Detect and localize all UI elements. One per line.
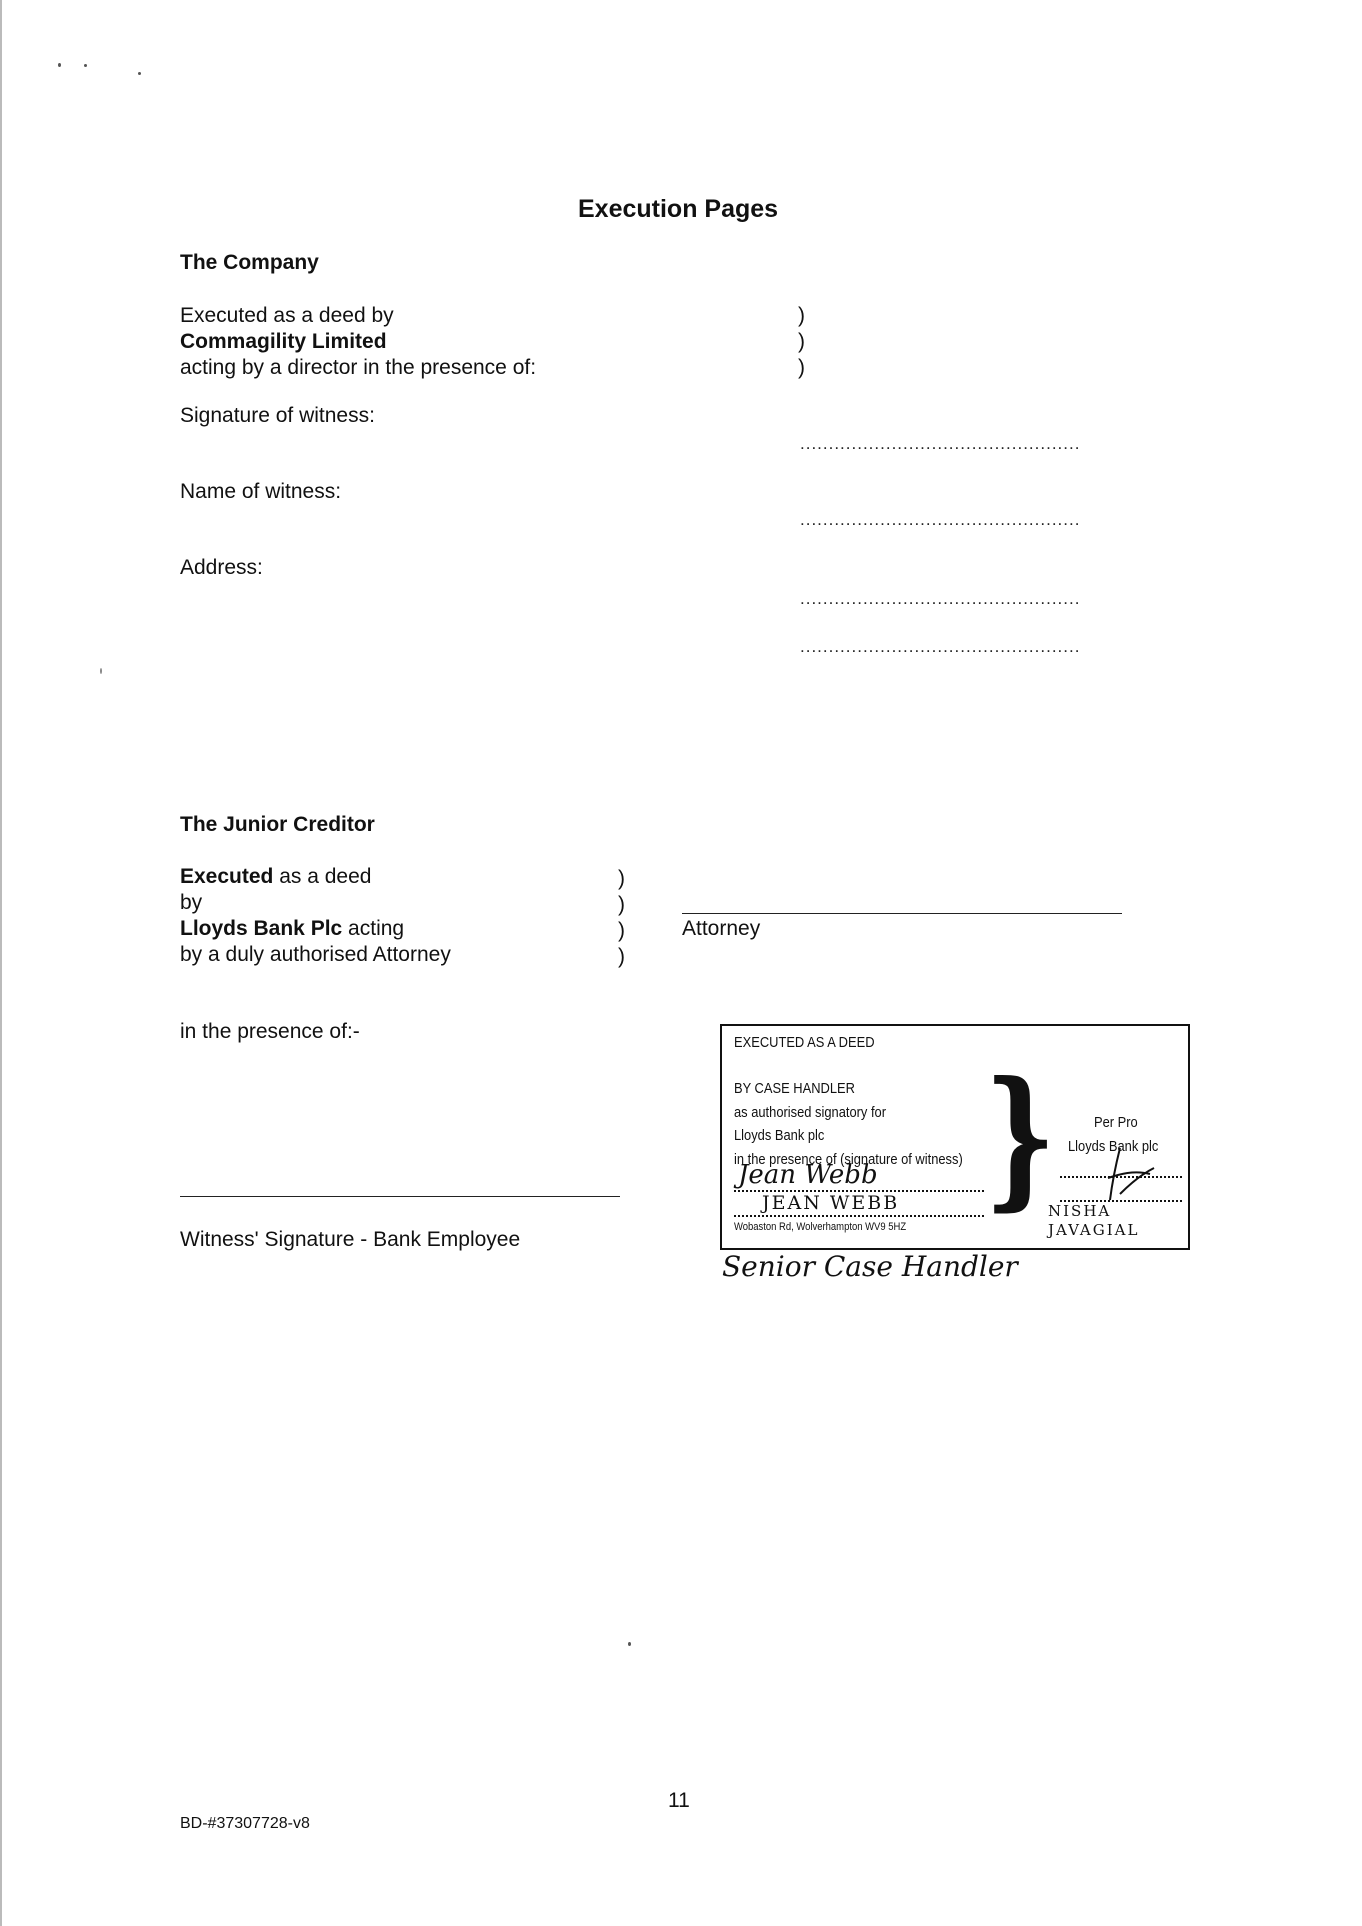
paren: ): [618, 919, 625, 942]
stamp-line-bank: Lloyds Bank plc: [734, 1127, 825, 1144]
witness-signature-label: Witness' Signature - Bank Employee: [180, 1228, 521, 1251]
witness-signature-line: [180, 1196, 620, 1197]
page-number: 11: [668, 1789, 690, 1812]
stamp-dotted-line-3: [1060, 1176, 1182, 1178]
scan-speck: [58, 63, 61, 67]
scan-left-edge: [0, 0, 2, 1926]
paren: ): [618, 867, 625, 890]
witness-printed-name: JEAN WEBB: [762, 1192, 900, 1214]
scan-speck: [84, 64, 87, 67]
company-line-acting: acting by a director in the presence of:: [180, 356, 537, 379]
address-label: Address:: [180, 556, 263, 579]
paren: ): [798, 356, 805, 379]
scan-speck: [100, 668, 102, 674]
stamp-line-signatory: as authorised signatory for: [734, 1104, 887, 1121]
address-dotted-line-2: .................................................: [800, 637, 1081, 656]
attorney-label: Attorney: [682, 917, 761, 940]
handwritten-title: Senior Case Handler: [722, 1250, 1018, 1283]
attorney-signature-line: [682, 913, 1122, 914]
scan-speck: [628, 1642, 631, 1646]
signature-dotted-line: .................................................: [800, 434, 1081, 453]
company-line-executed: Executed as a deed by: [180, 304, 394, 327]
name-of-witness-label: Name of witness:: [180, 480, 342, 503]
page-title: Execution Pages: [578, 195, 779, 223]
scan-speck: [138, 72, 141, 75]
document-reference: BD-#37307728-v8: [180, 1815, 310, 1832]
signatory-name-line-2: JAVAGIAL: [1048, 1221, 1140, 1239]
signatory-name-line-1: NISHA: [1048, 1202, 1112, 1220]
paren: ): [618, 945, 625, 968]
creditor-line-by: by: [180, 891, 203, 914]
creditor-line-bank: [180, 916, 451, 942]
executed-rest: as a deed: [273, 865, 372, 888]
stamp-header: EXECUTED AS A DEED: [734, 1034, 875, 1051]
stamp-brace: }: [984, 1049, 1057, 1225]
name-dotted-line: .................................................: [800, 510, 1081, 529]
presence-label: in the presence of:-: [180, 1020, 360, 1043]
stamp-dotted-line-2: [734, 1215, 984, 1217]
company-heading: The Company: [180, 251, 319, 274]
stamp-line-presence: in the presence of (signature of witness): [734, 1151, 963, 1168]
stamp-address: Wobaston Rd, Wolverhampton WV9 5HZ: [734, 1221, 907, 1233]
stamp-per-pro-bank: Lloyds Bank plc: [1068, 1138, 1159, 1155]
creditor-parens: [618, 866, 625, 970]
company-parens: [798, 303, 805, 381]
creditor-line-executed: [180, 864, 451, 890]
creditor-line-attorney: by a duly authorised Attorney: [180, 943, 451, 966]
bank-name: Lloyds Bank Plc: [180, 917, 343, 940]
creditor-execution-block: [180, 864, 451, 968]
signatory-signature-scribble: [1090, 1144, 1170, 1206]
paren: ): [798, 330, 805, 353]
company-name: Commagility Limited: [180, 330, 387, 353]
address-dotted-line-1: .................................................: [800, 589, 1081, 608]
witness-handwritten-signature: Jean Webb: [738, 1160, 878, 1190]
signature-of-witness-label: Signature of witness:: [180, 404, 375, 427]
execution-stamp: [720, 1024, 1190, 1250]
stamp-line-case-handler: BY CASE HANDLER: [734, 1080, 855, 1097]
junior-creditor-heading: The Junior Creditor: [180, 813, 375, 836]
stamp-per-pro: Per Pro: [1094, 1114, 1138, 1131]
paren: ): [618, 893, 625, 916]
bank-acting: acting: [342, 917, 405, 940]
company-execution-block: [180, 303, 536, 381]
paren: ): [798, 304, 805, 327]
executed-bold: Executed: [180, 865, 274, 888]
